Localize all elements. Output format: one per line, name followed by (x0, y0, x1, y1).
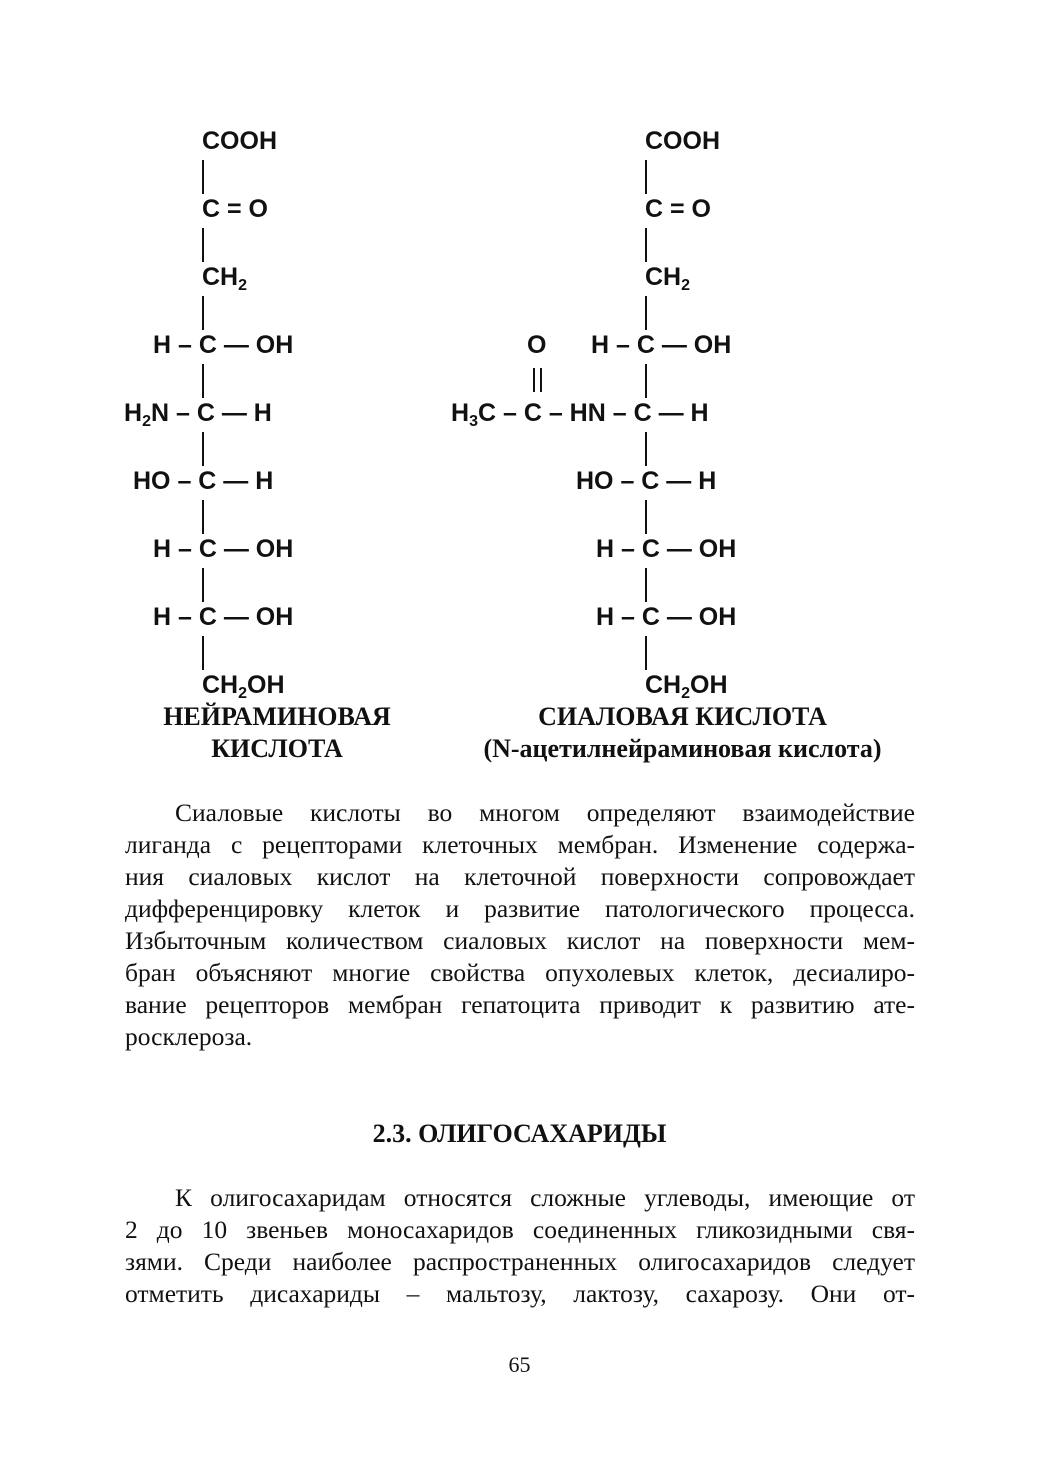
formula-cooh: COOH (202, 127, 277, 155)
text-line: зями. Среди наиболее распространенных олигосахаридов следует (125, 1247, 915, 1276)
formula-h-c-oh: H – C — OH (596, 535, 737, 563)
formula-h-c-oh: H – C — OH (153, 603, 294, 631)
text-line: лиганда с рецепторами клеточных мембран. Изменение содержа- (125, 830, 915, 859)
bond-line (202, 160, 204, 194)
formula-ch2: $CH_2$ (202, 263, 248, 294)
text-line: Сиаловые кислоты во многом определяют взаимодействие (175, 798, 915, 827)
bond-line (645, 636, 647, 670)
paragraph-oligosaccharides (125, 1182, 915, 1310)
compound-name-line2: КИСЛОТА (211, 734, 343, 763)
bond-line (645, 500, 647, 534)
section-heading: 2.3. ОЛИГОСАХАРИДЫ (372, 1119, 667, 1148)
bond-line (645, 228, 647, 262)
bond-line (645, 568, 647, 602)
bond-line (202, 500, 204, 534)
bond-line (202, 432, 204, 466)
formula-acetyl-amino: $H_3C$ – C – HN – C — H (451, 399, 709, 430)
formula-cooh: COOH (645, 127, 720, 155)
bond-line (202, 568, 204, 602)
double-bond-line (533, 368, 535, 392)
text-line: К олигосахаридам относятся сложные углеводы, имеющие от (175, 1183, 915, 1212)
formula-ch2: $CH_2$ (645, 263, 691, 294)
text-line: Избыточным количеством сиаловых кислот на поверхности мем- (125, 926, 915, 955)
text-line: 2 до 10 звеньев моносахаридов соединенных гликозидными свя- (125, 1215, 915, 1244)
double-bond-line (540, 368, 542, 392)
formula-ch2oh: $CH_2OH$ (202, 671, 285, 702)
bond-line (202, 228, 204, 262)
formula-h-c-oh: H – C — OH (153, 331, 294, 359)
bond-line (202, 364, 204, 398)
text-line: вание рецепторов мембран гепатоцита приводит к развитию ате- (125, 990, 915, 1019)
compound-name-line1: СИАЛОВАЯ КИСЛОТА (538, 702, 827, 731)
formula-h-c-oh: H – C — OH (153, 535, 294, 563)
compound-name-line1: НЕЙРАМИНОВАЯ (163, 702, 391, 731)
formula-carbonyl: C = O (645, 195, 711, 223)
bond-line (645, 296, 647, 330)
bond-line (645, 364, 647, 398)
formula-h-c-oh: H – C — OH (591, 331, 732, 359)
bond-line (202, 296, 204, 330)
formula-carbonyl: C = O (202, 195, 268, 223)
text-line: дифференцировку клеток и развитие патологического процесса. (125, 894, 915, 923)
formula-h2n-c-h: $H_2N$ – C — H (124, 399, 272, 430)
paragraph-sialic-acids (125, 797, 915, 1053)
formula-ho-c-h: HO – C — H (576, 467, 717, 495)
compound-name-line2: (N-ацетилнейраминовая кислота) (483, 734, 882, 763)
page-number: 65 (508, 1352, 531, 1377)
formula-oxygen: O (527, 331, 547, 359)
text-line: ния сиаловых кислот на клеточной поверхности сопровождает (125, 862, 915, 891)
text-line: росклероза. (125, 1022, 253, 1051)
text-line: отметить дисахариды – мальтозу, лактозу, сахарозу. Они от- (125, 1279, 915, 1308)
bond-line (645, 432, 647, 466)
formula-ch2oh: $CH_2OH$ (645, 671, 728, 702)
bond-line (202, 636, 204, 670)
bond-line (645, 160, 647, 194)
formula-ho-c-h: HO – C — H (133, 467, 274, 495)
text-line: бран объясняют многие свойства опухолевых клеток, десиалиро- (125, 958, 915, 987)
formula-h-c-oh: H – C — OH (596, 603, 737, 631)
